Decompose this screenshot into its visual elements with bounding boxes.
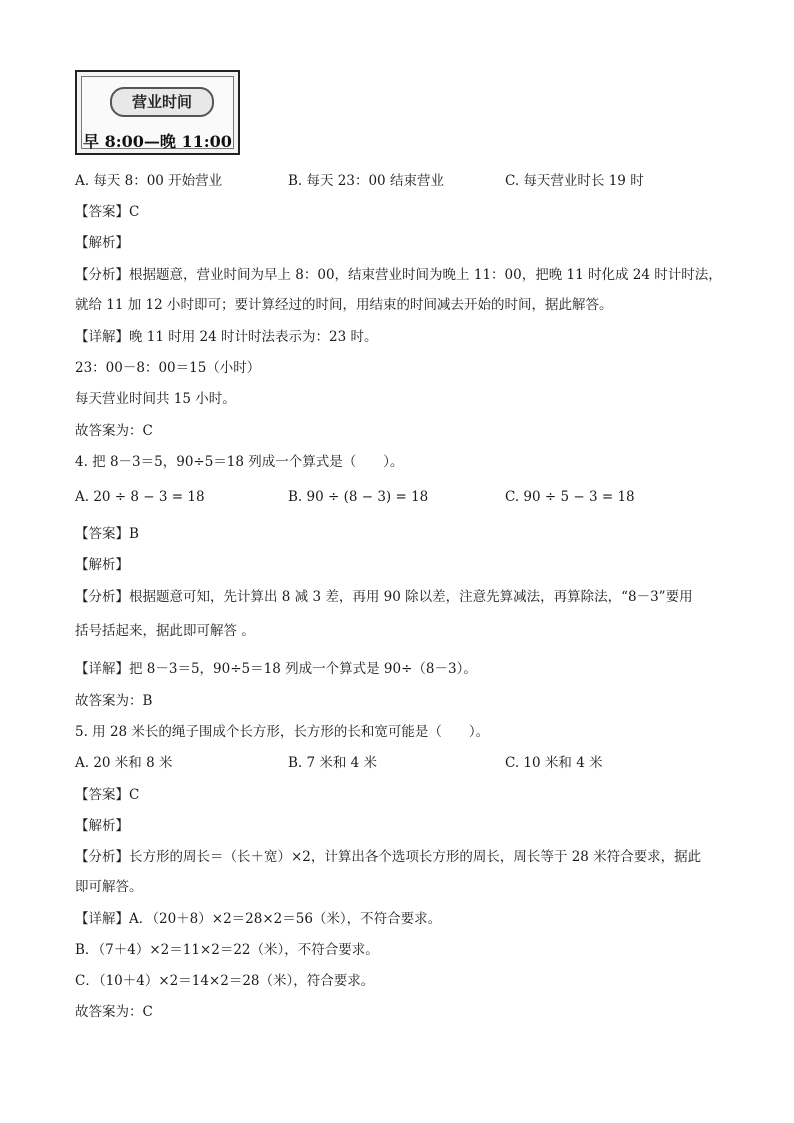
- q4-answer: 【答案】B: [75, 526, 139, 542]
- q5-option-c: C. 10 米和 4 米: [505, 755, 603, 771]
- sign-hours: 早 8:00—晚 11:00: [83, 132, 232, 151]
- q5-option-a: A. 20 米和 8 米: [75, 755, 173, 771]
- q3-xiangjie-line-2: 23：00－8：00＝15（小时）: [75, 360, 261, 376]
- q4-option-a: A. 20 ÷ 8 − 3 = 18: [75, 489, 205, 505]
- q3-fenxi-line-1: 【分析】根据题意，营业时间为早上 8：00，结束营业时间为晚上 11：00，把晚 11 时化成 24 时计时法，: [75, 267, 722, 283]
- q5-xiangjie-line-2: B．（7＋4）×2＝11×2＝22（米），不符合要求。: [75, 942, 379, 958]
- q4-analysis-label: 【解析】: [75, 557, 129, 573]
- q4-option-c: C. 90 ÷ 5 − 3 = 18: [505, 489, 635, 505]
- q3-analysis-label: 【解析】: [75, 235, 129, 251]
- q3-xiangjie-line-1: 【详解】晚 11 时用 24 时计时法表示为：23 时。: [75, 329, 378, 345]
- sign-title: 营业时间: [110, 87, 214, 117]
- q4-question: 4. 把 8－3＝5，90÷5＝18 列成一个算式是（ ）。: [75, 454, 404, 470]
- q4-fenxi-line-2: 括号括起来，据此即可解答 。: [75, 623, 255, 639]
- q5-xiangjie-line-3: C．（10＋4）×2＝14×2＝28（米），符合要求。: [75, 973, 375, 989]
- q5-answer: 【答案】C: [75, 787, 140, 803]
- business-hours-sign: [75, 70, 240, 155]
- q4-xiangjie-line-1: 【详解】把 8－3＝5，90÷5＝18 列成一个算式是 90÷（8－3）。: [75, 661, 477, 677]
- q3-xiangjie-line-3: 每天营业时间共 15 小时。: [75, 391, 236, 407]
- q4-option-b: B. 90 ÷ (8 − 3) = 18: [288, 489, 429, 505]
- q3-answer: 【答案】C: [75, 204, 140, 220]
- q4-final-answer: 故答案为：B: [75, 693, 153, 709]
- q5-final-answer: 故答案为：C: [75, 1004, 153, 1020]
- q3-option-c: C. 每天营业时长 19 时: [505, 173, 644, 189]
- q3-final-answer: 故答案为：C: [75, 423, 153, 439]
- q5-question: 5. 用 28 米长的绳子围成个长方形，长方形的长和宽可能是（ ）。: [75, 724, 490, 740]
- sign-frame: [81, 76, 234, 149]
- q5-analysis-label: 【解析】: [75, 818, 129, 834]
- q5-xiangjie-line-1: 【详解】A．（20＋8）×2＝28×2＝56（米），不符合要求。: [75, 911, 442, 927]
- q5-option-b: B. 7 米和 4 米: [288, 755, 378, 771]
- q4-fenxi-line-1: 【分析】根据题意可知，先计算出 8 减 3 差，再用 90 除以差，注意先算减法，再算除法，“8－3”要用: [75, 589, 693, 605]
- q3-fenxi-line-2: 就给 11 加 12 小时即可；要计算经过的时间，用结束的时间减去开始的时间，据此解答。: [75, 297, 613, 313]
- q5-fenxi-line-2: 即可解答。: [75, 879, 143, 895]
- q5-fenxi-line-1: 【分析】长方形的周长＝（长＋宽）×2，计算出各个选项长方形的周长，周长等于 28 米符合要求，据此: [75, 849, 702, 865]
- q3-option-b: B. 每天 23：00 结束营业: [288, 173, 444, 189]
- q3-option-a: A. 每天 8：00 开始营业: [75, 173, 223, 189]
